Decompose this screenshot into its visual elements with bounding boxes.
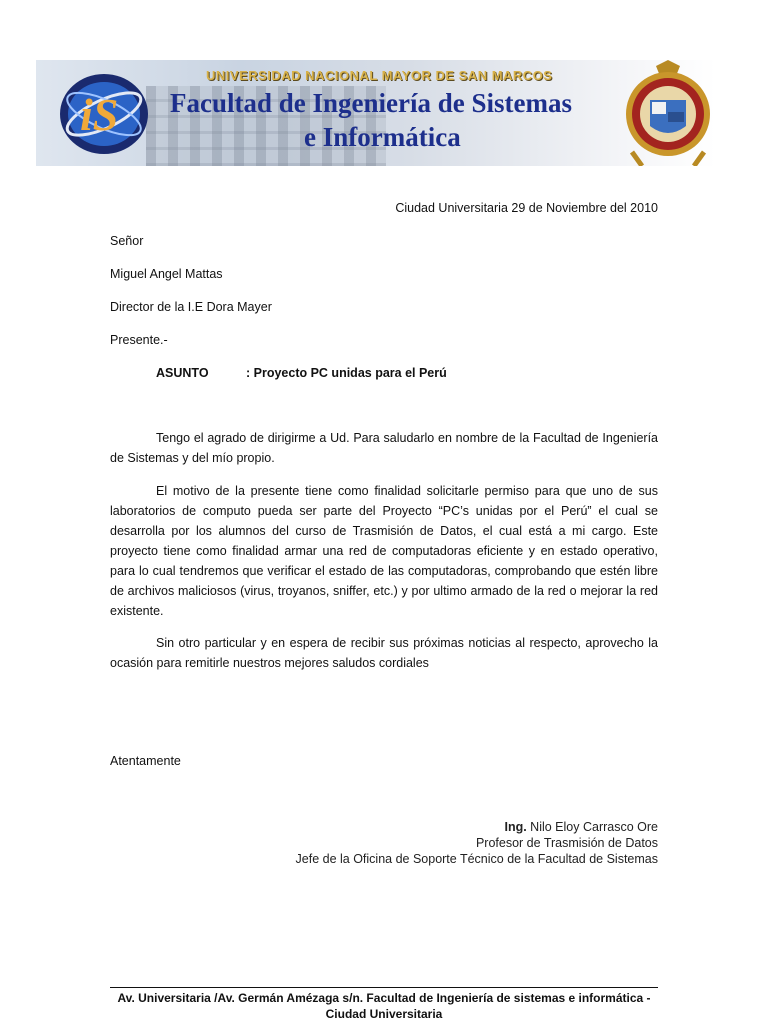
body-paragraph-3: Sin otro particular y en espera de recibir sus próximas noticias al respecto, aprovecho la ocasión para remitirle nuestros mejores saludos cordiales <box>110 636 658 670</box>
footer-address <box>110 990 658 1022</box>
footer-address-line1: Av. Universitaria /Av. Germán Amézaga s/n. Facultad de Ingeniería de sistemas e informática - <box>117 991 651 1005</box>
subject-label: ASUNTO <box>156 366 209 380</box>
header-banner <box>36 60 716 166</box>
presente: Presente.- <box>110 333 168 347</box>
signature-name: Nilo Eloy Carrasco Ore <box>530 820 658 834</box>
faculty-logo-icon <box>50 66 160 162</box>
logo-text: iS <box>80 89 119 140</box>
signature-role-1: Profesor de Trasmisión de Datos <box>475 836 658 850</box>
signature-prefix: Ing. <box>504 820 527 834</box>
footer-divider <box>110 987 658 988</box>
faculty-title-line1: Facultad de Ingeniería de Sistemas <box>170 88 572 118</box>
signature-name-line <box>504 819 658 835</box>
place-date: Ciudad Universitaria 29 de Noviembre del 2010 <box>395 201 658 215</box>
faculty-title-line2: e Informática <box>304 122 461 152</box>
closing: Atentamente <box>110 754 181 768</box>
university-name: UNIVERSIDAD NACIONAL MAYOR DE SAN MARCOS <box>206 68 553 83</box>
footer-address-line2: Ciudad Universitaria <box>325 1007 443 1021</box>
signature-role-2: Jefe de la Oficina de Soporte Técnico de la Facultad de Sistemas <box>295 852 658 866</box>
salutation: Señor <box>110 234 144 248</box>
body-paragraph-1: Tengo el agrado de dirigirme a Ud. Para saludarlo en nombre de la Facultad de Ingeniería de Sistemas y del mío propio. <box>110 431 658 465</box>
recipient-title: Director de la I.E Dora Mayer <box>110 300 272 314</box>
recipient-name: Miguel Angel Mattas <box>110 267 223 281</box>
body-paragraph-2: El motivo de la presente tiene como finalidad solicitarle permiso para que uno de sus laboratorios de computo pueda ser parte del Proyecto “PC’s unidas por el Perú” el cual se desarrolla por los alumnos del curso de Trasmisión de Datos, el cual está a mi cargo. Este proyecto tiene como finalidad armar una red de computadoras eficiente y en estado operativo, para lo cual tendremos que verificar el estado de las computadoras, comprobando que estén libre de archivos maliciosos (virus, troyanos, sniffer, etc.) y por ultimo armado de la red o mejorar la red existente. <box>110 484 658 618</box>
subject-value: : Proyecto PC unidas para el Perú <box>246 366 447 380</box>
university-seal-icon <box>620 60 716 166</box>
